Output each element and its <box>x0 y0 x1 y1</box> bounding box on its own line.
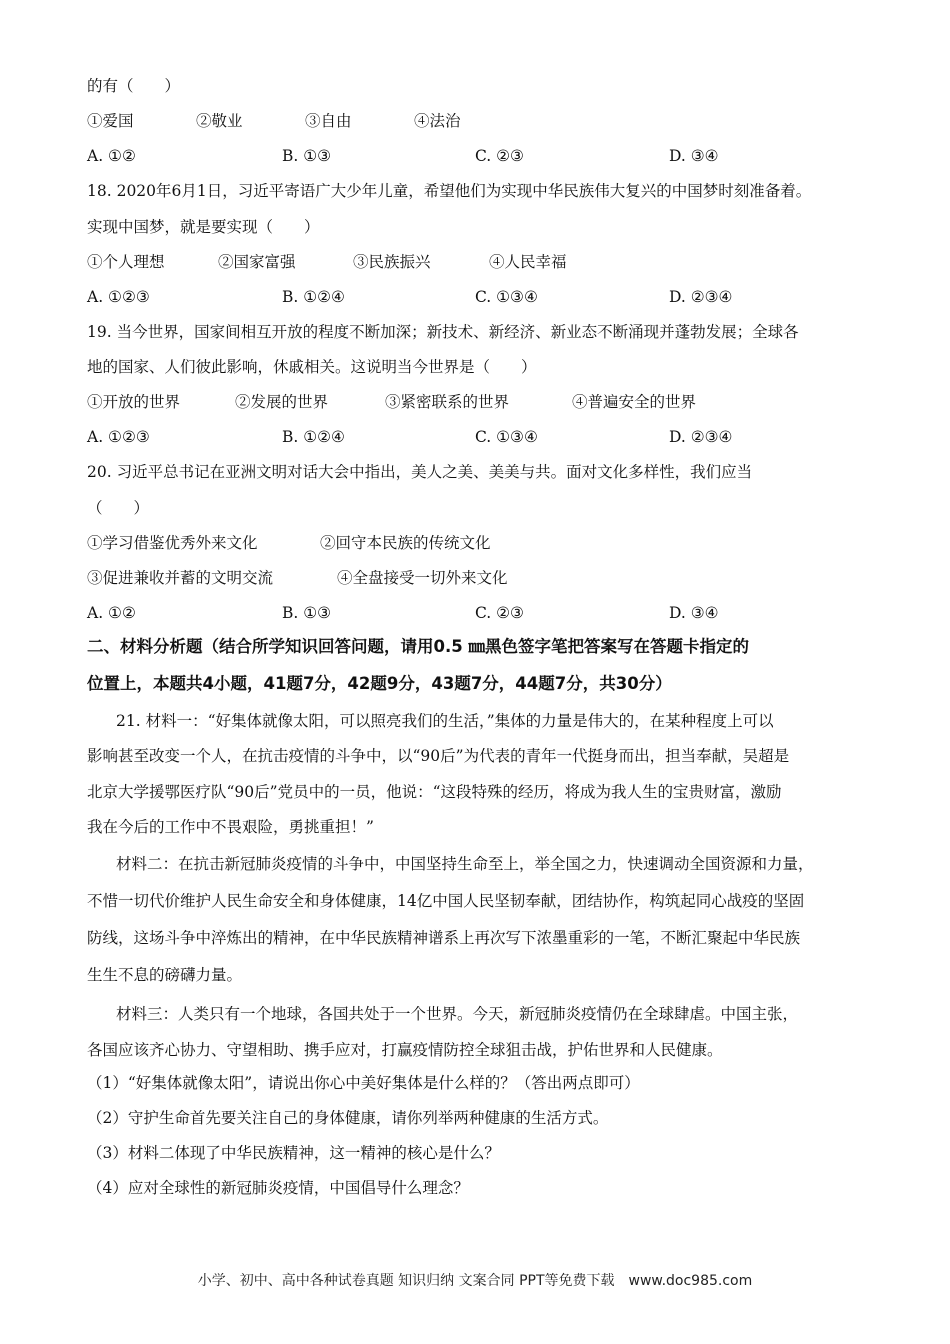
q17-items <box>87 111 887 131</box>
q19-option-b: B. ①②④ <box>282 428 345 446</box>
footer-download-notice: 小学、初中、高中各种试卷真题 知识归纳 文案合同 PPT等免费下载 www.doc985.com <box>197 1273 753 1289</box>
q17-item-3: ③自由 <box>305 112 352 130</box>
q17-item-1: ①爱国 <box>87 112 134 130</box>
q18-item-1: ①个人理想 <box>87 253 165 271</box>
q19-option-c: C. ①③④ <box>475 428 538 446</box>
q20-item-3: ③促进兼收并蓄的文明交流 <box>87 569 274 587</box>
section2-heading-line1: 二、材料分析题（结合所学知识回答问题，请用0.5 ㎜黑色签字笔把答案写在答题卡指定的 <box>87 637 749 656</box>
q20-option-a: A. ①② <box>87 604 136 622</box>
q18-item-2: ②国家富强 <box>218 253 296 271</box>
q20-item-2: ②回守本民族的传统文化 <box>320 534 491 552</box>
q18-stem-line2: 实现中国梦，就是要实现（ ） <box>87 218 320 236</box>
q19-item-1: ①开放的世界 <box>87 393 181 411</box>
q18-option-c: C. ①③④ <box>475 288 538 306</box>
q21-material2-line1: 材料二：在抗击新冠肺炎疫情的斗争中，中国坚持生命至上，举全国之力，快速调动全国资源和力量， <box>116 855 814 873</box>
q20-option-c: C. ②③ <box>475 604 524 622</box>
q20-stem-line2: （ ） <box>87 499 150 517</box>
q18-stem-line1: 18. 2020年6月1日，习近平寄语广大少年儿童，希望他们为实现中华民族伟大复兴的中国梦时刻准备着。 <box>87 182 812 200</box>
q19-stem-line1: 19. 当今世界，国家间相互开放的程度不断加深；新技术、新经济、新业态不断涌现并蓬勃发展；全球各 <box>87 323 799 341</box>
q21-material2-line2: 不惜一切代价维护人民生命安全和身体健康，14亿中国人民坚韧奉献，团结协作，构筑起同心战疫的坚固 <box>87 892 805 910</box>
q17-option-a: A. ①② <box>87 147 136 165</box>
q18-option-a: A. ①②③ <box>87 288 150 306</box>
q21-material1-line3: 北京大学援鄂医疗队“90后”党员中的一员，他说：“这段特殊的经历，将成为我人生的宝贵财富，激励 <box>87 783 782 801</box>
q21-material1-line2: 影响甚至改变一个人，在抗击疫情的斗争中，以“90后”为代表的青年一代挺身而出，担当奉献，吴超是 <box>87 747 790 765</box>
q19-item-4: ④普遍安全的世界 <box>572 393 697 411</box>
q20-items-row2 <box>87 568 887 588</box>
q19-options <box>87 427 887 447</box>
q18-item-4: ④人民幸福 <box>489 253 567 271</box>
q19-items <box>87 392 887 412</box>
q20-items-row1 <box>87 533 887 553</box>
q17-stem-tail: 的有（ ） <box>87 77 181 95</box>
q19-item-2: ②发展的世界 <box>235 393 329 411</box>
q19-item-3: ③紧密联系的世界 <box>385 393 510 411</box>
q21-question-1: （1）“好集体就像太阳”，请说出你心中美好集体是什么样的？（答出两点即可） <box>87 1074 640 1092</box>
q17-option-d: D. ③④ <box>669 147 719 165</box>
q17-item-4: ④法治 <box>414 112 461 130</box>
q21-material3-line1: 材料三：人类只有一个地球，各国共处于一个世界。今天，新冠肺炎疫情仍在全球肆虐。中国主张， <box>116 1005 799 1023</box>
q21-question-3: （3）材料二体现了中华民族精神，这一精神的核心是什么？ <box>87 1144 500 1162</box>
q21-question-2: （2）守护生命首先要关注自己的身体健康，请你列举两种健康的生活方式。 <box>87 1109 609 1127</box>
q21-material2-line4: 生生不息的磅礴力量。 <box>87 966 243 984</box>
q20-options <box>87 603 887 623</box>
q20-stem-line1: 20. 习近平总书记在亚洲文明对话大会中指出，美人之美、美美与共。面对文化多样性，我们应当 <box>87 463 753 481</box>
q20-item-4: ④全盘接受一切外来文化 <box>337 569 508 587</box>
q18-item-3: ③民族振兴 <box>353 253 431 271</box>
q21-question-4: （4）应对全球性的新冠肺炎疫情，中国倡导什么理念？ <box>87 1179 469 1197</box>
q21-material1-line4: 我在今后的工作中不畏艰险，勇挑重担！” <box>87 818 374 836</box>
q18-option-b: B. ①②④ <box>282 288 345 306</box>
q18-options <box>87 287 887 307</box>
q21-material2-line3: 防线，这场斗争中淬炼出的精神，在中华民族精神谱系上再次写下浓墨重彩的一笔，不断汇聚起中华民族 <box>87 929 801 947</box>
q17-item-2: ②敬业 <box>196 112 243 130</box>
q17-option-c: C. ②③ <box>475 147 524 165</box>
q20-option-d: D. ③④ <box>669 604 719 622</box>
section2-heading-line2: 位置上，本题共4小题，41题7分，42题9分，43题7分，44题7分，共30分） <box>87 674 672 693</box>
q19-option-a: A. ①②③ <box>87 428 150 446</box>
q18-items <box>87 252 887 272</box>
q18-option-d: D. ②③④ <box>669 288 733 306</box>
q19-stem-line2: 地的国家、人们彼此影响，休戚相关。这说明当今世界是（ ） <box>87 358 537 376</box>
q20-item-1: ①学习借鉴优秀外来文化 <box>87 534 258 552</box>
q21-material3-line2: 各国应该齐心协力、守望相助、携手应对，打赢疫情防控全球狙击战，护佑世界和人民健康。 <box>87 1041 723 1059</box>
q20-option-b: B. ①③ <box>282 604 332 622</box>
q17-options <box>87 146 887 166</box>
q19-option-d: D. ②③④ <box>669 428 733 446</box>
q17-option-b: B. ①③ <box>282 147 332 165</box>
q21-material1-line1: 21. 材料一：“好集体就像太阳，可以照亮我们的生活，”集体的力量是伟大的，在某种程度上可以 <box>116 712 774 730</box>
